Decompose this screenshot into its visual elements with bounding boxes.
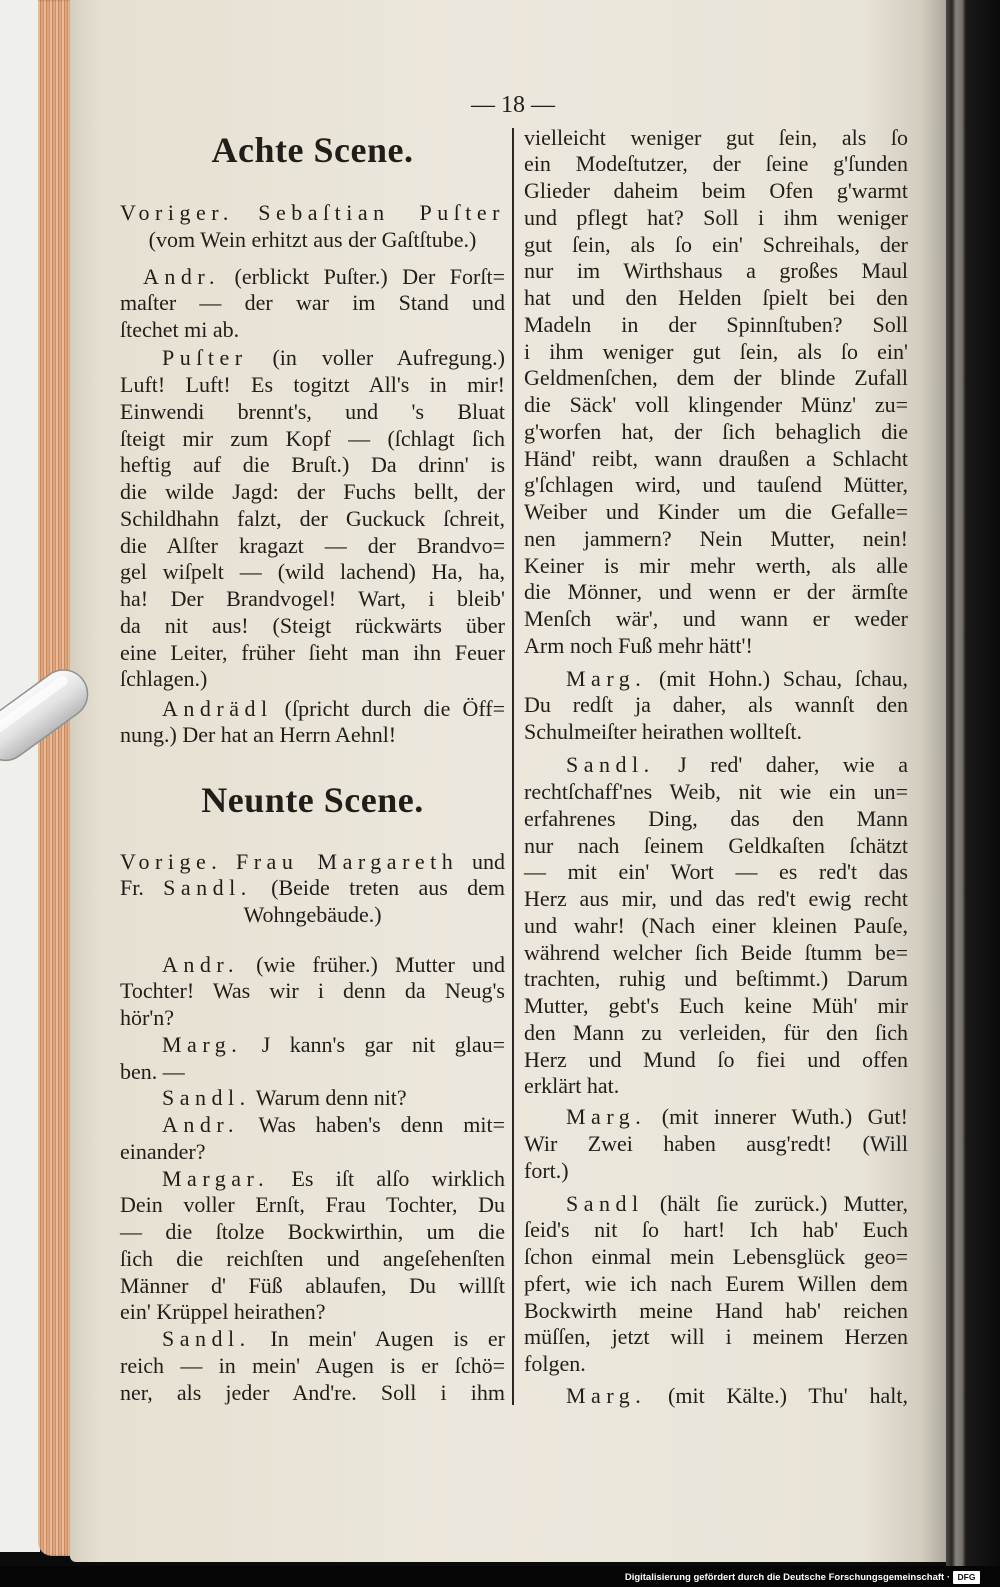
line-text: hör'n? [120,1005,175,1031]
line-text: Einwendi brennt's, und 's Bluat [120,398,505,424]
text-line [120,1005,505,1032]
text-line [524,833,908,860]
line-text: Fr. [120,875,164,901]
line-text: Warum denn nit? [250,1085,407,1111]
line-text: Was haben's denn mit= [239,1112,505,1138]
text-line [524,178,908,205]
text-line [120,1326,505,1353]
text-line [120,1192,505,1219]
line-text: ſchon einmal mein Lebensglück geo= [524,1244,908,1270]
text-line [524,806,908,833]
text-line [524,1244,908,1271]
text-line [120,1380,505,1407]
line-text: J red' daher, wie a [654,752,908,778]
line-text: heftig auf die Bruſt.) Da drinn' is [120,452,505,478]
text-line [524,886,908,913]
line-text: Menſch wär', und wann er weder [524,606,908,632]
text-line [524,1073,908,1100]
text-line [524,312,908,339]
text-line [120,1273,505,1300]
text-line [120,1112,505,1139]
line-text: g'ſchlagen wird, und tauſend Mütter, [524,472,908,498]
text-line [120,1246,505,1273]
text-line [524,232,908,259]
line-text: Mutter, gebt's Euch keine Müh' mir [524,993,908,1019]
line-text: Händ' reibt, wann draußen a Schlacht [524,445,908,471]
text-line [524,666,908,693]
line-text: ſich die reichſten und angeſehenſten [120,1245,505,1271]
page-holder-shape [0,640,95,780]
line-text: vielleicht weniger gut ſein, als ſo [524,124,908,150]
line-text: hat und den Helden ſpielt bei den [524,285,908,311]
spaced-name: Voriger. [120,200,234,225]
spaced-name: Puſter [162,345,248,371]
text-line [120,290,505,317]
text-line [120,399,505,426]
line-text: die Alſter kragazt — der Brandvo= [120,532,505,558]
text-line [120,640,505,667]
text-line [524,1104,908,1131]
text-line [524,205,908,232]
text-line [524,419,908,446]
paragraph [120,1085,505,1112]
right-column [524,125,908,1410]
text-line [524,1298,908,1325]
page-number: — 18 — [471,92,555,118]
text-line [120,1139,505,1166]
paragraph [524,125,908,660]
line-text [222,849,236,874]
paragraph [524,752,908,1100]
text-line [524,1271,908,1298]
line-text: und pflegt hat? Soll i ihm weniger [524,204,908,230]
text-line [524,606,908,633]
line-text: (mit Kälte.) Thu' halt, [646,1382,908,1408]
text-line [120,1353,505,1380]
column-divider [512,128,514,1405]
spaced-name: Sebaſtian Puſter [258,200,506,225]
text-line [524,719,908,746]
line-text: i ihm weniger gut ſein, als ſo ein' [524,338,908,364]
line-text: Dein voller Ernſt, Frau Tochter, Du [120,1192,505,1218]
paragraph [120,345,505,693]
paragraph [524,1191,908,1378]
text-line [120,372,505,399]
line-text: während welcher ſich Beide ſtumm be= [524,939,908,965]
text-line [524,446,908,473]
spaced-name: Frau Margareth [236,848,459,874]
text-line [524,966,908,993]
line-text [234,200,258,225]
text-line [524,752,908,779]
line-text: und wahr! (Nach einer kleinen Pauſe, [524,912,908,938]
line-text: In mein' Augen is er [250,1326,505,1352]
line-text: (mit Hohn.) Schau, ſchau, [646,665,908,691]
line-text: ſeid's nit ſo hart! Ich hab' Euch [524,1217,908,1243]
text-line [524,258,908,285]
spaced-name: Andr. [162,951,239,977]
paragraph [120,1032,505,1086]
text-line [120,1085,505,1112]
line-text: da nit aus! (Steigt rückwärts über [120,612,505,638]
line-text: (Beide treten aus dem [251,875,505,901]
line-text: ner, als jeder And're. Soll i ihm [120,1379,505,1405]
line-text: ſtechet mi ab. [120,317,240,342]
text-line [120,875,505,902]
scene-heading: Neunte Scene. [201,779,424,820]
text-line [524,365,908,392]
line-text: Es iſt alſo wirklich [269,1165,505,1191]
line-text: Männer d' Füß ablaufen, Du willſt [120,1272,505,1298]
line-text: den Mann zu verleiden, für den ſich [524,1019,908,1045]
line-text: Weiber und Kinder um die Gefalle= [524,499,908,525]
paragraph [120,1112,505,1166]
text-line [120,1059,505,1086]
line-text: (erblickt Puſter.) Der Forſt= [220,263,505,289]
line-text: nur nach ſeinem Geldkaſten ſchätzt [524,832,908,858]
line-text: Herz aus mir, und das red't ewig recht [524,886,908,912]
text-line [524,1217,908,1244]
line-text: ha! Der Brandvogel! Wart, i bleib' [120,586,505,612]
spaced-name: Sandl [566,1190,644,1216]
line-text: (in voller Aufregung.) [247,345,505,371]
line-text: erfahrenes Ding, das den Mann [524,805,908,831]
line-text: und [458,848,506,874]
text-line [120,533,505,560]
paragraph [524,1104,908,1184]
text-line [120,696,505,723]
line-text: die wilde Jagd: der Fuchs bellt, der [120,479,505,505]
line-text: eine Leiter, früher ſieht man ihn Feuer [120,639,505,665]
line-text: ben. — [120,1058,185,1084]
line-text: Schulmeiſter heirathen wollteſt. [524,719,802,745]
line-text: (mit innerer Wuth.) Gut! [646,1104,908,1130]
text-line [524,1158,908,1185]
line-text: Glieder daheim beim Ofen g'warmt [524,178,908,204]
text-line [524,285,908,312]
text-line [120,345,505,372]
line-text: Herz und Mund ſo fiei und offen [524,1046,908,1072]
text-line [120,586,505,613]
paragraph [524,1383,908,1410]
text-line [120,722,505,749]
line-text: J kann's gar nit glau= [242,1031,505,1057]
paragraph [120,696,505,750]
line-text: ſchlagen.) [120,666,208,692]
spaced-name: Sandl. [566,752,655,778]
spaced-name: Margar. [162,1165,270,1191]
paragraph [120,1326,505,1406]
text-line [120,559,505,586]
text-line [120,902,505,929]
text-line [120,1166,505,1193]
text-line [120,317,505,344]
line-text: Madeln in der Spinnſtuben? Soll [524,311,908,337]
spaced-name: Sandl. [162,1085,251,1111]
spaced-name: Marg. [566,665,647,691]
line-text: Wohngebäude.) [243,902,382,928]
line-text: Luft! Luft! Es togitzt All's in mir! [120,372,505,398]
text-line [524,125,908,152]
line-text: Geldmenſchen, dem der blinde Zufall [524,365,908,391]
text-line [524,1131,908,1158]
paragraph [120,200,505,254]
line-text: Du redſt ja daher, als wannſt den [524,692,908,718]
spaced-name: Andr. [143,263,220,289]
text-line [120,227,505,254]
line-text: rechtſchaff'nes Weib, nit wie ein un= [524,779,908,805]
line-text: müſſen, jetzt will i meinem Herzen [524,1324,908,1350]
text-line [120,613,505,640]
text-line [524,1047,908,1074]
text-line [120,479,505,506]
text-line [120,1219,505,1246]
text-line [524,1020,908,1047]
text-line [524,1324,908,1351]
line-text: ein' Krüppel heirathen? [120,1299,326,1325]
line-text: gut ſein, als ſo ein' Schreihals, der [524,231,908,257]
text-line [524,993,908,1020]
text-line [120,264,505,291]
line-text: (ſpricht durch die Öff= [272,695,505,721]
text-line [120,952,505,979]
line-text: erklärt hat. [524,1073,620,1099]
text-line [120,452,505,479]
line-text: — mit ein' Wort — es red't das [524,859,908,885]
scene-heading: Achte Scene. [211,130,414,170]
text-line [524,859,908,886]
text-line [524,779,908,806]
text-line [120,1032,505,1059]
line-text: pfert, wie ich nach Eurem Willen dem [524,1270,908,1296]
text-line [524,940,908,967]
line-text: Schildhahn falzt, der Guckuck ſchreit, [120,505,505,531]
text-line [524,1383,908,1410]
footer-credit-text: Digitalisierung gefördert durch die Deutsche Forschungsgemeinschaft · [624,1572,950,1583]
spaced-name: Vorige. [120,848,223,874]
line-text: folgen. [524,1351,586,1377]
line-text: ſteigt mir zum Kopf — (ſchlagt ſich [120,425,505,451]
text-line [120,666,505,693]
text-line [524,151,908,178]
line-text: Bockwirth meine Hand hab' reichen [524,1297,908,1323]
line-text: Tochter! Was wir i denn da Neug's [120,978,505,1004]
text-line [524,913,908,940]
left-column [120,128,505,1406]
paragraph [120,952,505,1032]
line-text: Wir Zwei haben ausg'redt! (Will [524,1130,908,1156]
text-line [524,499,908,526]
text-line [524,472,908,499]
line-text: nen jammern? Nein Mutter, nein! [524,525,908,551]
spaced-name: Andrädl [162,695,273,721]
text-line [120,426,505,453]
line-text: (hält ſie zurück.) Mutter, [643,1190,908,1216]
line-text: — die ſtolze Bockwirthin, um die [120,1219,505,1245]
paragraph [120,264,505,344]
line-text: Arm noch Fuß mehr hätt'! [524,632,753,658]
line-text: die Säck' voll klingender Münz' zu= [524,392,908,418]
text-line [524,553,908,580]
line-text: Keiner is mir mehr werth, als alle [524,552,908,578]
spaced-name: Sandl. [162,1326,251,1352]
line-text: nung.) Der hat an Herrn Aehnl! [120,722,397,748]
text-line [524,1191,908,1218]
line-text: nur im Wirthshaus a großes Maul [524,258,908,284]
paragraph [524,666,908,746]
text-line [120,200,505,227]
spaced-name: Sandl. [163,875,252,901]
text-line [524,526,908,553]
line-text: reich — in mein' Augen is er ſchö= [120,1352,505,1378]
text-line [120,1299,505,1326]
spaced-name: Andr. [162,1112,239,1138]
text-line [120,978,505,1005]
line-text: gel wiſpelt — (wild lachend) Ha, ha, [120,559,505,585]
dfg-logo: DFG [953,1571,980,1584]
spaced-name: Marg. [566,1104,647,1130]
text-line [120,506,505,533]
text-line [524,392,908,419]
line-text: fort.) [524,1157,569,1183]
book-spine-shadow [946,0,1000,1566]
paragraph [120,849,505,929]
text-line [524,692,908,719]
line-text: maſter — der war im Stand und [120,290,505,316]
line-text: (wie früher.) Mutter und [239,951,505,977]
text-line [120,849,505,876]
line-text: (vom Wein erhitzt aus der Gaſtſtube.) [148,226,477,252]
line-text: die Mönner, und wenn er der ärmſte [524,579,908,605]
spaced-name: Marg. [162,1031,243,1057]
text-line [524,1351,908,1378]
spaced-name: Marg. [566,1382,647,1408]
line-text: ein Modeſtutzer, der ſeine g'ſunden [524,151,908,177]
line-text: einander? [120,1138,206,1164]
line-text: g'worfen hat, der ſich behaglich die [524,418,908,444]
text-line [524,633,908,660]
text-line [524,579,908,606]
paragraph [120,1166,505,1327]
text-line [524,339,908,366]
line-text: trachten, ruhig und beſtimmt.) Darum [524,966,908,992]
